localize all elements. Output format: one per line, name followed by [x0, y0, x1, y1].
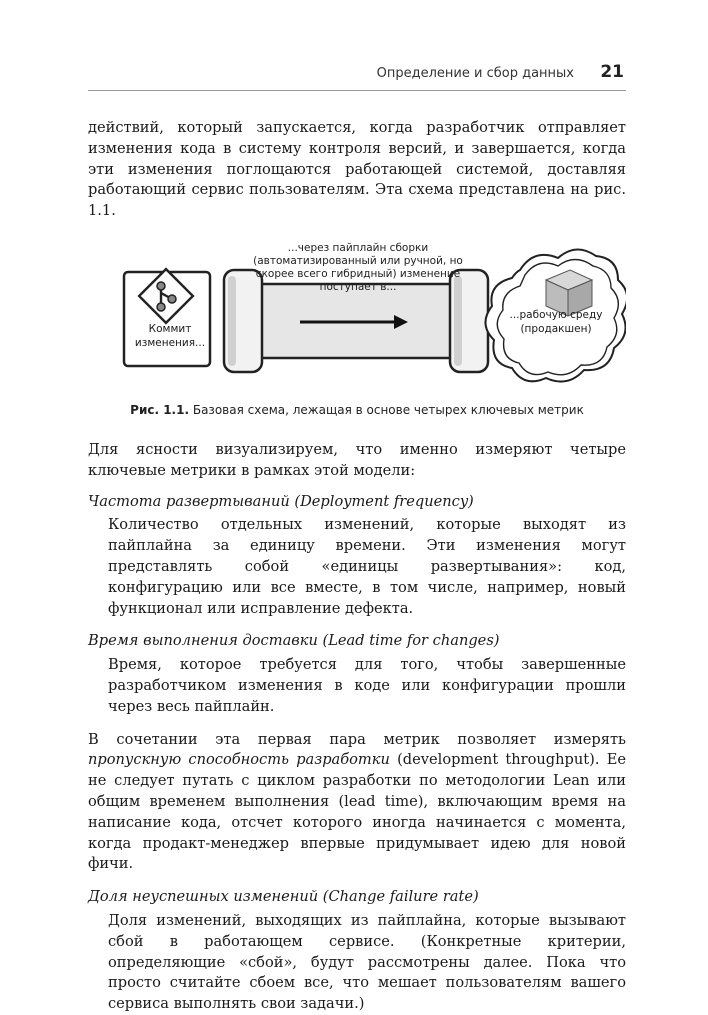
paragraph-3-emphasis: пропускную способность разработки [88, 751, 390, 769]
paragraph-3-prefix: В сочетании эта первая пара метрик позволяет измерять [88, 730, 626, 748]
paragraph-2: Для ясности визуализируем, что именно измеряют четыре ключевые метрики в рамках этой модели: [88, 440, 626, 479]
metric-1-definition: Количество отдельных изменений, которые выходят из пайплайна за единицу времени. Эти изменения могут представлять собой «единицы развертывания»: код, конфигурацию или все вместе, в том числе, например, новый функционал или исправление дефекта. [108, 516, 626, 617]
caption-number: Рис. 1.1. [130, 402, 190, 417]
metric-3-term: Доля неуспешных изменений (Change failure rate) [88, 888, 479, 906]
metric-1-term: Частота развертываний (Deployment frequency) [88, 492, 474, 510]
paragraph-3 [88, 730, 626, 876]
chapter-title: Определение и сбор данных [376, 66, 574, 81]
commit-label: Коммит изменения... [134, 322, 206, 349]
caption-text: Базовая схема, лежащая в основе четырех ключевых метрик [189, 402, 584, 417]
figure-caption [88, 403, 626, 417]
pipeline-annotation: ...через пайплайн сборки (автоматизированный или ручной, но скорее всего гибридный) изменение поступает в... [253, 241, 463, 293]
running-header [88, 62, 626, 91]
metric-3-definition: Доля изменений, выходящих из пайплайна, которые вызывают сбой в работающем сервисе. (Конкретные критерии, определяющие «сбой», будут рассмотрены далее. Пока что просто считайте сбоем все, что мешает пользователям вашего сервиса выполнять свои задачи.) [108, 911, 626, 1013]
page-content [88, 118, 626, 1015]
metric-2-definition: Время, которое требуется для того, чтобы завершенные разработчиком изменения в коде или конфигурации прошли через весь пайплайн. [108, 656, 626, 715]
page-number: 21 [600, 62, 624, 82]
production-label: ...рабочую среду (продакшен) [509, 308, 603, 335]
figure-1-1 [88, 240, 626, 430]
paragraph-3-suffix: (development throughput). Ее не следует путать с циклом разработки по методологии Lean или общим временем выполнения (lead time), включающим время на написание кода, отсчет которого иногда начинается с момента, когда продакт-менеджер впервые придумывает идею для новой фичи. [88, 751, 626, 873]
intro-paragraph: действий, который запускается, когда разработчик отправляет изменения кода в систему контроля версий, и завершается, когда эти изменения поглощаются работающей системой, доставляя работающий сервис пользователям. Эта схема представлена на рис. 1.1. [88, 119, 626, 220]
metric-2-term: Время выполнения доставки (Lead time for changes) [88, 632, 500, 650]
